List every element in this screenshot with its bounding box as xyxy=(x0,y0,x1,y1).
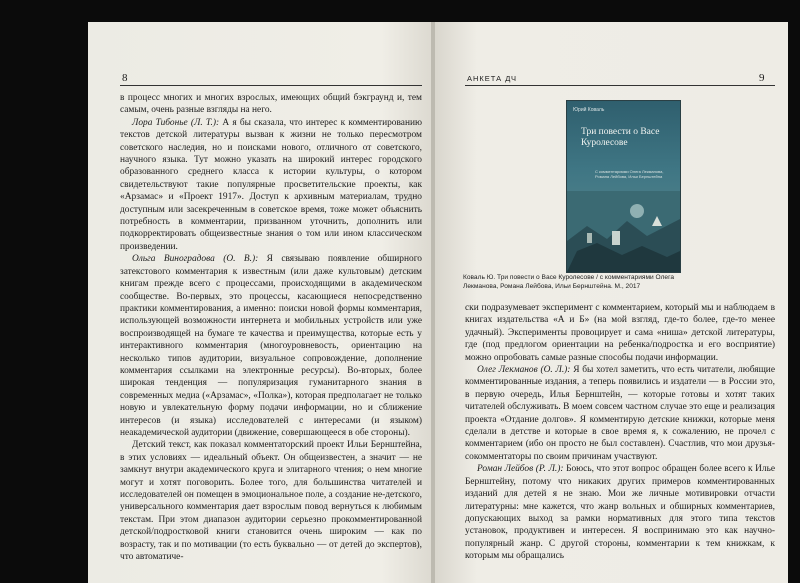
paragraph-text: Боюсь, что этот вопрос обращен более всего к Илье Бернштейну, потому что никаких других примеров комментированных изданий для детей я не знаю. Мои же личные мотивировки отчасти литературны: мне кажется, что жанр вольных и обширных комментариев, допускающих выход за рамки нормативных для этого типа текстов установок, продуктивен и интересен. Я воспринимаю это как научно-популярный жанр. С другой стороны, комментарии к тем книжкам, к которым мы обращались xyxy=(465,464,776,562)
paragraph-text: ски подразумевает эксперимент с комментарием, который мы и наблюдаем в книгах издательства «А и Б» (на мой взгляд, где-то более, где-то менее удачный). Эксперименты провоцирует и сама «ниша» детской литературы, где (под предлогом ориентации на ребенка/подростка и его восприятие) можно опробовать самые разные способы подачи информации. xyxy=(465,303,775,363)
cover-artwork xyxy=(567,191,680,272)
paragraph xyxy=(465,364,775,463)
paragraph-text: Я бы хотел заметить, что есть читатели, любящие комментированные издания, а теперь появились и издатели — в России это, в первую очередь, Илья Бернштейн, — которые готовы и хотят таких читателей обслуживать. В моем совсем частном случае это еще и реализация проекта «Отдание долгов». Я комментирую детские книжки, которые меня сделали в детстве и которые в свое время я, к сожалению, не прочел с комментарием (ибо он просто не был составлен). Счастлив, что мои друзья-сокомментаторы по своим причинам участвуют. xyxy=(465,365,775,462)
cover-title: Три повести о Васе Куролесове xyxy=(581,127,660,148)
right-page xyxy=(435,22,788,583)
paragraph xyxy=(465,302,775,364)
left-page xyxy=(88,22,433,583)
speaker-name: Олег Лекманов (О. Л.): xyxy=(477,365,571,376)
paragraph xyxy=(465,463,775,562)
paragraph xyxy=(120,439,422,563)
paragraph xyxy=(120,92,422,117)
running-head: АНКЕТА ДЧ xyxy=(467,74,518,83)
figure-caption: Коваль Ю. Три повести о Васе Куролесове / с комментариями Олега Лекманова, Романа Лейбова, Ильи Бернштейна. М., 2017 xyxy=(463,274,675,290)
book-cover-illustration xyxy=(566,100,681,273)
right-page-number: 9 xyxy=(759,72,765,84)
left-page-number: 8 xyxy=(122,72,128,84)
paragraph-text: в процесс многих и многих взрослых, имеющих общий бэкграунд и, тем самым, очень разные взгляды на него. xyxy=(120,93,422,116)
paragraph-text: Детский текст, как показал комментаторский проект Ильи Бернштейна, в этих условиях — идеальный объект. Он общеизвестен, а значит — не замкнут внутри академического круга и элитарного чтения; о нем многие могут и хотят поговорить. Более того, для большинства читателей и исследователей он помещен в эмоциональное поле, а создание не-детского, универсального комментария дает взрослым повод вернуться к любимым текстам. При этом диапазон аудитории серьезно прокомментированной детской/подростковой книги становится очень широким — как по возрасту, так и по мотивации (то есть буквально — от детей до экспертов), что автоматиче- xyxy=(120,440,422,563)
cover-author: Юрий Коваль xyxy=(573,107,605,113)
speaker-name: Лора Тибонье (Л. Т.): xyxy=(132,117,220,128)
cover-subtitle: С комментариями Олега Лекманова, Романа Лейбова, Ильи Бернштейна xyxy=(595,169,664,179)
left-page-text xyxy=(120,92,422,563)
header-rule xyxy=(120,85,422,86)
header-rule xyxy=(465,85,775,86)
right-page-text xyxy=(465,302,775,563)
paragraph-text: А я бы сказала, что интерес к комментированию текстов детской литературы вызван к жизни не только пересмотром советского наследия, но и поисками нового, отличного от советского, научного языка. Тут можно указать на широкий интерес городского образованного среднего класса к истории культуры, о котором свидетельствуют такие популярные просветительские проекты, как «Арзамас» и «Проект 1917». Доступ к архивным материалам, трудно доступным или засекреченным в советское время, тоже может объяснить потребность в комментарии, призванном уточнить, дополнить или подкорректировать общеизвестные знания о том или ином классическом произведении. xyxy=(120,117,422,252)
paragraph-text: Я связываю появление обширного затекстового комментария к известным (или даже культовым) детским книгам прежде всего с процессами, происходящими в академическом сообществе. Во-первых, это процессы, касающиеся непосредственно практики комментирования, а именно: поиски новой формы комментария, использующей возможности интернета и мобильных устройств или уже воспроизводящей на бумаге те качества и преимущества, которые есть у интерактивного комментария (многоуровневость, ориентацию на несколько типов аудитории, визуальное сопровождение, дополнение комментария ссылками на электронные ресурсы). Во-вторых, более широкая тенденция — популяризация гуманитарного знания в современных медиа («Арзамас», «Полка»), которая предполагает не только новую и увлекательную форму подачи информации, но и сближение интересов (и языка) исследователей с интересами (и языком) неакадемической аудитории (движение, совершающееся в обе стороны). xyxy=(120,254,422,438)
paragraph xyxy=(120,117,422,253)
speaker-name: Роман Лейбов (Р. Л.): xyxy=(477,464,564,475)
speaker-name: Ольга Виноградова (О. В.): xyxy=(132,254,259,265)
book-spread xyxy=(88,22,788,583)
paragraph xyxy=(120,253,422,439)
